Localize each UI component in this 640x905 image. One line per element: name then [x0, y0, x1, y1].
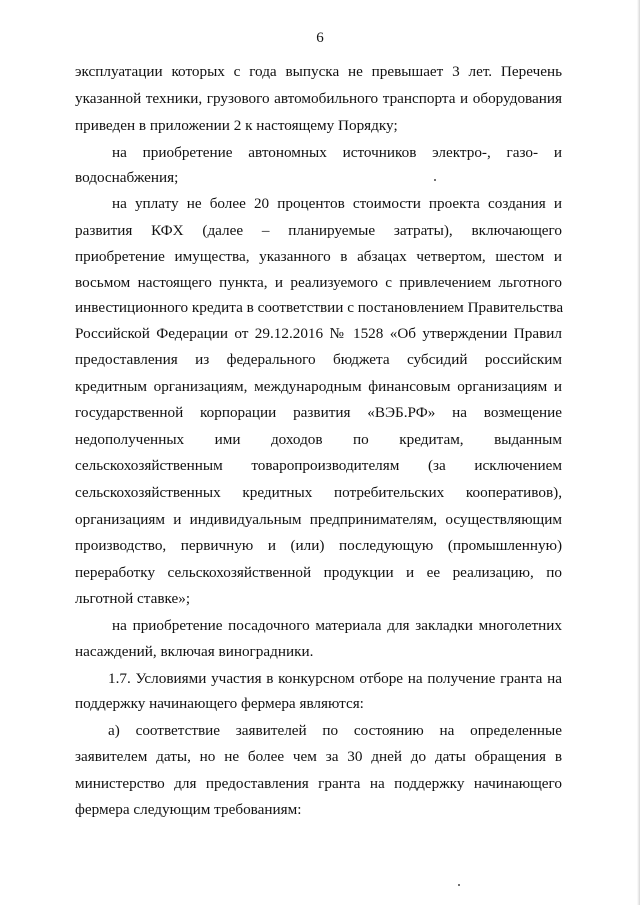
text-line: недополученных ими доходов по кредитам, выданным — [75, 431, 562, 448]
text-line: 1.7. Условиями участия в конкурсном отборе на получение гранта на — [108, 670, 562, 687]
text-line: указанной техники, грузового автомобильного транспорта и оборудования — [75, 90, 562, 107]
text-line: на приобретение посадочного материала для закладки многолетних — [112, 617, 562, 634]
text-line: водоснабжения; — [75, 169, 179, 186]
text-line: восьмом настоящего пункта, и реализуемого с привлечением льготного — [75, 274, 562, 291]
text-line: поддержку начинающего фермера являются: — [75, 695, 364, 712]
text-line: государственной корпорации развития «ВЭБ.РФ» на возмещение — [75, 404, 562, 421]
text-line: переработку сельскохозяйственной продукции и ее реализацию, по — [75, 564, 562, 581]
text-line: предоставления из федерального бюджета субсидий российским — [75, 351, 562, 368]
scan-speck — [434, 179, 436, 181]
text-line: производство, первичную и (или) последующую (промышленную) — [75, 537, 562, 554]
text-line: развития КФХ (далее – планируемые затраты), включающего — [75, 222, 562, 239]
text-line: а) соответствие заявителей по состоянию на определенные — [108, 722, 562, 739]
text-line: кредитным организациям, международным финансовым организациям и — [75, 378, 562, 395]
page-number: 6 — [316, 30, 324, 46]
text-line: фермера следующим требованиям: — [75, 801, 302, 818]
scan-speck — [458, 884, 460, 886]
text-line: приобретение имущества, указанного в абзацах четвертом, шестом и — [75, 248, 562, 265]
text-line: заявителем даты, но не более чем за 30 дней до даты обращения в — [75, 748, 562, 765]
text-line: организациям и индивидуальным предпринимателям, осуществляющим — [75, 511, 562, 528]
text-line: льготной ставке»; — [75, 590, 191, 607]
text-line: инвестиционного кредита в соответствии с постановлением Правительства — [75, 299, 564, 316]
text-line: министерство для предоставления гранта на поддержку начинающего — [75, 775, 562, 792]
text-line: на уплату не более 20 процентов стоимости проекта создания и — [112, 195, 562, 212]
text-line: Российской Федерации от 29.12.2016 № 1528 «Об утверждении Правил — [75, 325, 562, 342]
text-line: приведен в приложении 2 к настоящему Порядку; — [75, 117, 398, 134]
text-line: сельскохозяйственным товаропроизводителям (за исключением — [75, 457, 562, 474]
text-line: эксплуатации которых с года выпуска не превышает 3 лет. Перечень — [75, 63, 562, 80]
text-line: на приобретение автономных источников электро-, газо- и — [112, 144, 562, 161]
text-line: сельскохозяйственных кредитных потребительских кооперативов), — [75, 484, 562, 501]
text-line: насаждений, включая виноградники. — [75, 643, 314, 660]
